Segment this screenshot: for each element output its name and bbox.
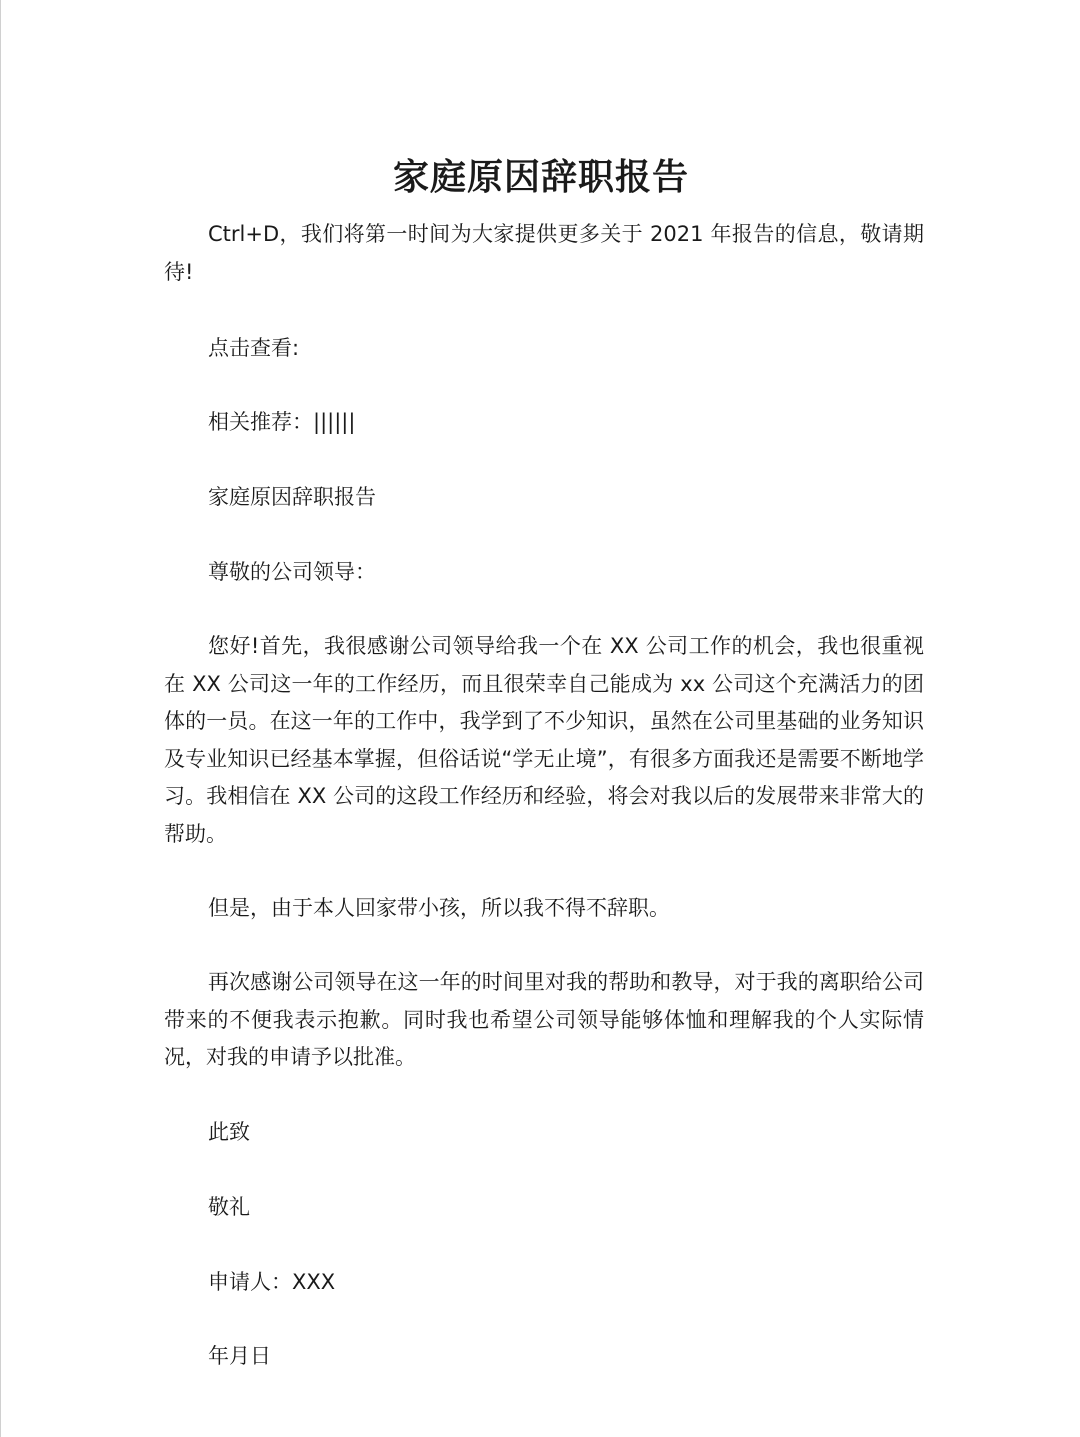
body-paragraph-2: 但是，由于本人回家带小孩，所以我不得不辞职。 bbox=[208, 896, 670, 920]
closing-cizhi: 此致 bbox=[208, 1120, 250, 1144]
date-line: 年月日 bbox=[208, 1344, 271, 1368]
click-view-paragraph: 点击查看: bbox=[208, 336, 300, 360]
report-heading-paragraph: 家庭原因辞职报告 bbox=[208, 485, 376, 509]
intro-paragraph: Ctrl+D，我们将第一时间为大家提供更多关于 2021 年报告的信息，敬请期待! bbox=[164, 222, 924, 284]
document-title: 家庭原因辞职报告 bbox=[392, 157, 689, 198]
related-recommend-paragraph: 相关推荐：|||||| bbox=[208, 410, 356, 434]
body-paragraph-3: 再次感谢公司领导在这一年的时间里对我的帮助和教导，对于我的离职给公司带来的不便我表示抱歉。同时我也希望公司领导能够体恤和理解我的个人实际情况，对我的申请予以批准。 bbox=[164, 970, 924, 1069]
salutation-paragraph: 尊敬的公司领导： bbox=[208, 560, 376, 584]
closing-jingli: 敬礼 bbox=[208, 1195, 250, 1219]
applicant-line: 申请人：XXX bbox=[208, 1270, 336, 1294]
body-paragraph-1: 您好!首先，我很感谢公司领导给我一个在 XX 公司工作的机会，我也很重视在 XX 公司这一年的工作经历，而且很荣幸自己能成为 xx 公司这个充满活力的团体的一员。在这一年的工作中，我学到了不少知识，虽然在公司里基础的业务知识及专业知识已经基本掌握，但俗话说“学无止境”，有很多方面我还是需要不断地学习。我相信在 XX 公司的这段工作经历和经验，将会对我以后的发展带来非常大的帮助。 bbox=[164, 634, 924, 846]
